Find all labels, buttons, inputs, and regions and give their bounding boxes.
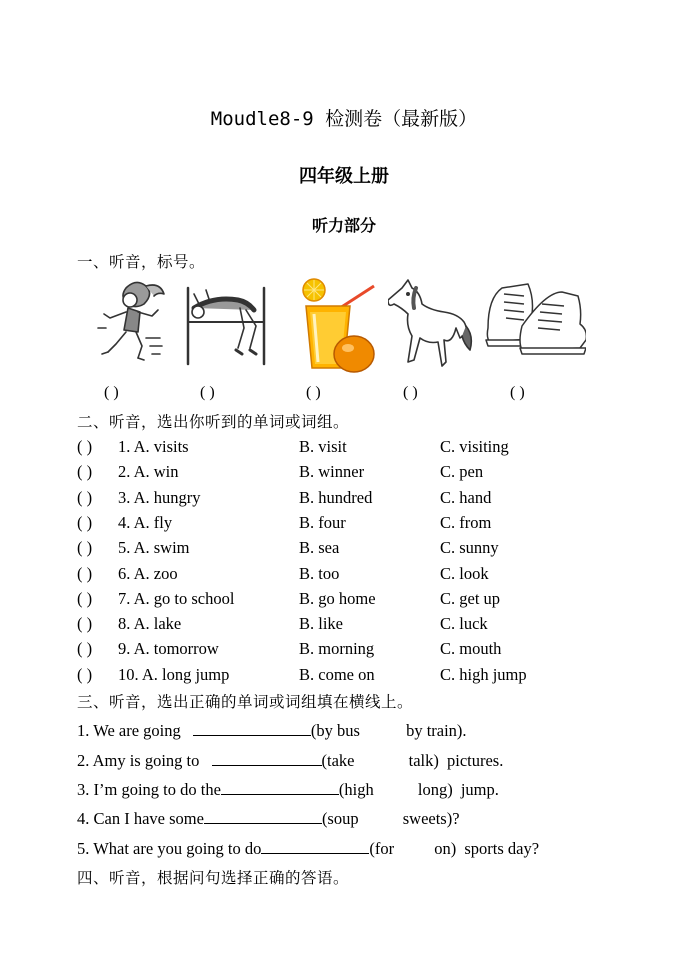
answer-blank[interactable]: ( ) bbox=[77, 462, 93, 482]
fill-item-5 bbox=[77, 839, 539, 859]
sneakers-icon bbox=[482, 278, 586, 360]
option-a: 7. A. go to school bbox=[118, 588, 235, 608]
option-a: 3. A. hungry bbox=[118, 487, 201, 507]
option-b: B. four bbox=[299, 512, 346, 532]
option-b: B. morning bbox=[299, 639, 375, 659]
fill-option: talk) bbox=[408, 751, 439, 770]
option-c: C. luck bbox=[440, 614, 488, 634]
fill-option: on) bbox=[434, 839, 457, 858]
option-c: C. high jump bbox=[440, 664, 527, 684]
answer-blank[interactable]: ( ) bbox=[77, 664, 93, 684]
answer-blank[interactable]: ( ) bbox=[77, 614, 93, 634]
picture-row bbox=[88, 278, 588, 374]
running-girl-icon bbox=[94, 278, 170, 366]
answer-blank[interactable]: ( ) bbox=[77, 639, 93, 659]
option-a: 9. A. tomorrow bbox=[118, 639, 219, 659]
option-c: C. pen bbox=[440, 462, 484, 482]
fill-text: 2. Amy is going to bbox=[77, 751, 200, 770]
fill-option: (soup bbox=[321, 809, 359, 828]
answer-blank[interactable]: ( ) bbox=[200, 384, 215, 401]
option-a: 8. A. lake bbox=[118, 614, 182, 634]
fill-option: (take bbox=[321, 751, 355, 770]
answer-blank[interactable]: ( ) bbox=[77, 588, 93, 608]
fill-item-2 bbox=[77, 751, 503, 771]
fill-option: sweets)? bbox=[402, 809, 460, 828]
option-a: 6. A. zoo bbox=[118, 563, 178, 583]
option-a: 4. A. fly bbox=[118, 512, 173, 532]
fill-text: 1. We are going bbox=[77, 721, 181, 740]
fill-option: long) bbox=[417, 780, 453, 799]
fill-option: by train). bbox=[406, 721, 467, 740]
high-jump-icon bbox=[180, 278, 272, 366]
answer-blank[interactable]: ( ) bbox=[403, 384, 418, 401]
option-b: B. visit bbox=[299, 437, 347, 456]
option-b: B. like bbox=[299, 614, 343, 634]
fill-text: 5. What are you going to do bbox=[77, 839, 262, 858]
answer-blank[interactable]: ( ) bbox=[77, 512, 93, 532]
option-b: B. come on bbox=[299, 664, 375, 684]
option-b: B. winner bbox=[299, 462, 365, 482]
fill-text: jump. bbox=[460, 780, 499, 799]
fill-blank[interactable] bbox=[261, 839, 369, 854]
option-c: C. look bbox=[440, 563, 489, 583]
fill-option: (high bbox=[338, 780, 374, 799]
fill-text: pictures. bbox=[447, 751, 504, 770]
option-b: B. go home bbox=[299, 588, 376, 608]
horse-icon bbox=[388, 278, 474, 372]
fill-blank[interactable] bbox=[221, 780, 339, 795]
section4-heading: 四、听音，根据问句选择正确的答语。 bbox=[77, 869, 350, 887]
option-a: 2. A. win bbox=[118, 462, 179, 482]
fill-item-1 bbox=[77, 721, 467, 741]
option-b: B. hundred bbox=[299, 487, 373, 507]
fill-item-4 bbox=[77, 809, 460, 829]
fill-text: sports day? bbox=[464, 839, 540, 858]
answer-blank[interactable]: ( ) bbox=[510, 384, 525, 401]
page-title: Moudle8-9 检测卷（最新版） bbox=[210, 108, 478, 130]
answer-blank[interactable]: ( ) bbox=[77, 487, 93, 507]
fill-option: (by bus bbox=[310, 721, 360, 740]
section1-answer-row bbox=[0, 384, 688, 406]
option-a: 5. A. swim bbox=[118, 538, 190, 558]
option-a: 1. A. visits bbox=[118, 437, 189, 456]
answer-blank[interactable]: ( ) bbox=[77, 563, 93, 583]
fill-item-3 bbox=[77, 780, 499, 800]
fill-blank[interactable] bbox=[212, 751, 322, 766]
fill-text: 4. Can I have some bbox=[77, 809, 204, 828]
option-c: C. from bbox=[440, 512, 492, 532]
option-c: C. hand bbox=[440, 487, 492, 507]
option-c: C. mouth bbox=[440, 639, 502, 659]
fill-text: 3. I’m going to do the bbox=[77, 780, 221, 799]
option-b: B. sea bbox=[299, 538, 340, 558]
answer-blank[interactable]: ( ) bbox=[306, 384, 321, 401]
orange-juice-icon bbox=[292, 278, 380, 374]
answer-blank[interactable]: ( ) bbox=[77, 437, 93, 456]
option-c: C. get up bbox=[440, 588, 501, 608]
section3-heading: 三、听音，选出正确的单词或词组填在横线上。 bbox=[77, 693, 414, 711]
option-a: 10. A. long jump bbox=[118, 664, 230, 684]
grade-title: 四年级上册 bbox=[299, 166, 389, 187]
answer-blank[interactable]: ( ) bbox=[104, 384, 119, 401]
fill-option: (for bbox=[369, 839, 395, 858]
option-c: C. sunny bbox=[440, 538, 499, 558]
answer-blank[interactable]: ( ) bbox=[77, 538, 93, 558]
option-c: C. visiting bbox=[440, 437, 509, 456]
option-b: B. too bbox=[299, 563, 340, 583]
part-title: 听力部分 bbox=[311, 216, 376, 235]
fill-blank[interactable] bbox=[204, 809, 322, 824]
fill-blank[interactable] bbox=[193, 721, 311, 736]
section1-heading: 一、听音，标号。 bbox=[77, 253, 206, 271]
section2-heading: 二、听音，选出你听到的单词或词组。 bbox=[77, 413, 350, 431]
